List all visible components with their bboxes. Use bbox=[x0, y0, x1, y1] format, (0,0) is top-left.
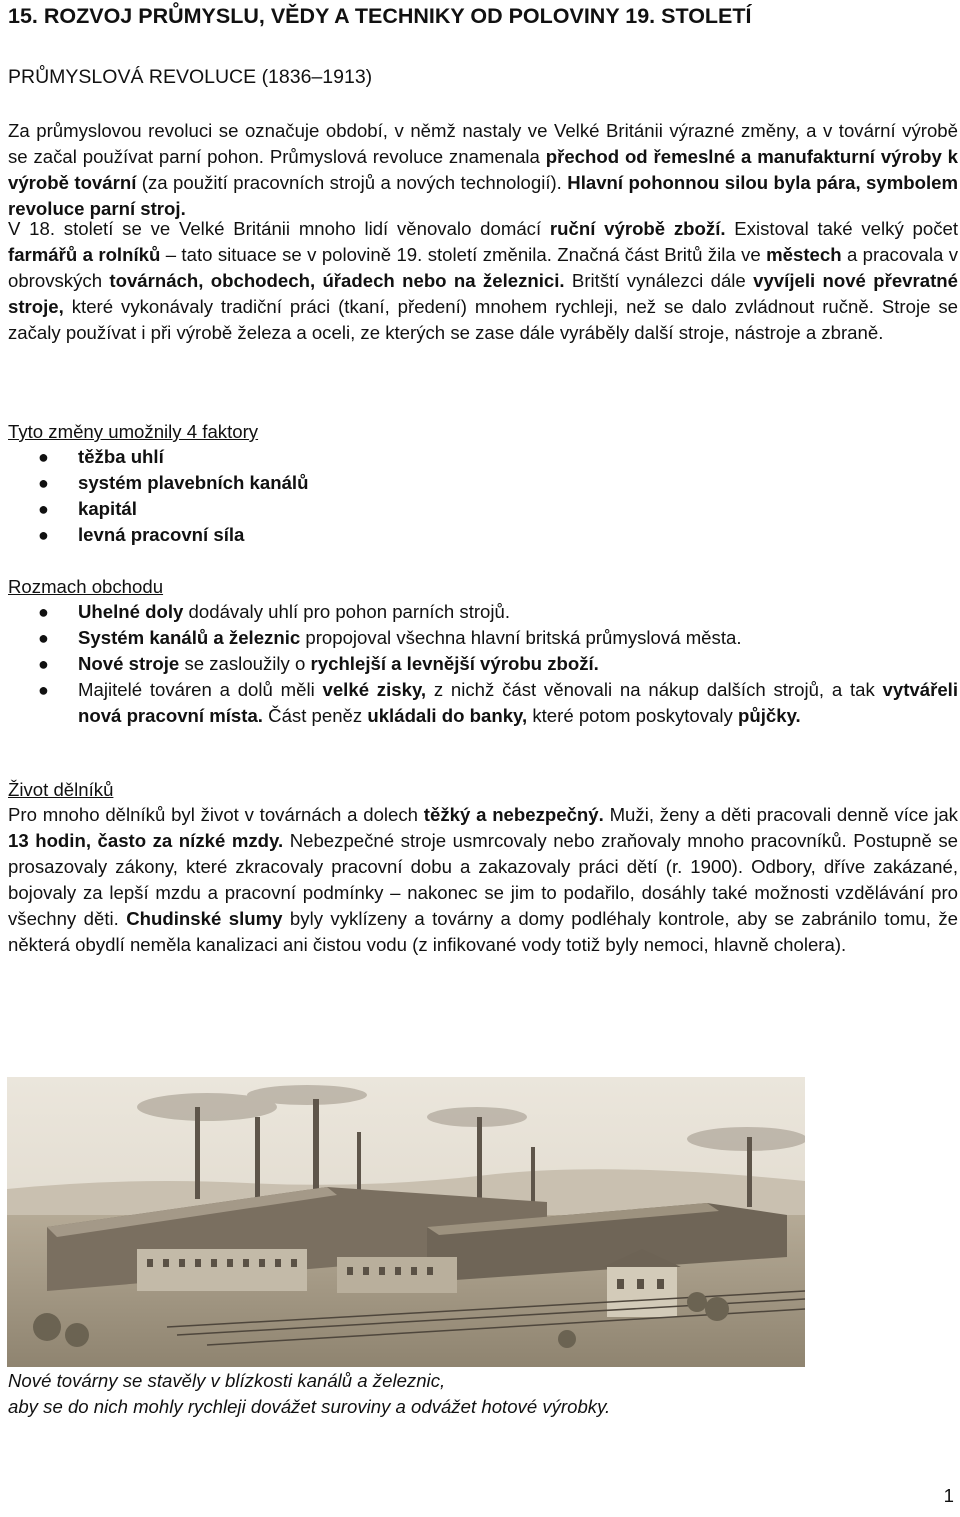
text-run: Existoval také velký počet bbox=[725, 218, 958, 239]
text-run: Britští vynálezci dále bbox=[564, 270, 754, 291]
text-run: Muži, ženy a děti pracovali denně více jak bbox=[603, 804, 958, 825]
text-run: Část peněz bbox=[262, 705, 368, 726]
list-item-text: těžba uhlí bbox=[78, 446, 164, 467]
list-item bbox=[0, 444, 960, 470]
bold-run: Systém kanálů a železnic bbox=[78, 627, 301, 648]
bullet-icon: ● bbox=[38, 447, 49, 467]
bold-run: ruční výrobě zboží. bbox=[549, 218, 726, 239]
bold-run: městech bbox=[766, 244, 842, 265]
bold-run: rychlejší a levnější výrobu zboží. bbox=[310, 653, 599, 674]
bold-run: Hlavní pohonnou silou byla pára, symbolem revoluce parní stroj. bbox=[8, 172, 958, 219]
trade-list bbox=[0, 599, 960, 729]
text-run: byly vyklízeny a továrny a domy podléhaly kontrole, aby se zabránilo tomu, že některá obydlí neměla kanalizaci ani čistou vodu (z infikované vody totiž byly nemoci, hlavně cholera). bbox=[8, 908, 959, 955]
text-run: propojoval všechna hlavní britská průmyslová města. bbox=[300, 627, 742, 648]
factors-heading: Tyto změny umožnily 4 faktory bbox=[8, 421, 259, 442]
bullet-icon: ● bbox=[38, 680, 49, 700]
bold-run: velké zisky, bbox=[322, 679, 427, 700]
list-item-text: systém plavebních kanálů bbox=[78, 472, 309, 493]
factors-list bbox=[0, 444, 960, 548]
list-item bbox=[0, 470, 960, 496]
bullet-icon: ● bbox=[38, 602, 49, 622]
page-number: 1 bbox=[943, 1485, 954, 1506]
eighteenth-century-paragraph bbox=[8, 216, 958, 346]
intro-paragraph bbox=[8, 118, 958, 222]
text-run: z nichž část věnovali na nákup dalších strojů, a tak bbox=[426, 679, 883, 700]
text-run: Majitelé továren a dolů měli bbox=[78, 679, 323, 700]
list-item-text: levná pracovní síla bbox=[78, 524, 245, 545]
bold-run: Chudinské slumy bbox=[126, 908, 283, 929]
text-run: se zasloužily o bbox=[179, 653, 311, 674]
workers-heading: Život dělníků bbox=[8, 779, 114, 800]
bold-run: ukládali do banky, bbox=[367, 705, 528, 726]
bullet-icon: ● bbox=[38, 499, 49, 519]
bold-run: vytvářeli nová pracovní místa. bbox=[78, 679, 959, 726]
bold-run: Uhelné doly bbox=[78, 601, 184, 622]
bold-run: těžký a nebezpečný. bbox=[423, 804, 604, 825]
text-run: V 18. století se ve Velké Británii mnoho lidí věnovalo domácí bbox=[8, 218, 550, 239]
bold-run: půjčky. bbox=[738, 705, 801, 726]
bullet-icon: ● bbox=[38, 473, 49, 493]
page-title: 15. ROZVOJ PRŮMYSLU, VĚDY A TECHNIKY OD POLOVINY 19. STOLETÍ bbox=[8, 4, 752, 28]
list-item bbox=[0, 599, 960, 625]
workers-paragraph bbox=[8, 802, 958, 958]
text-run: – tato situace se v polovině 19. století změnila. Značná část Britů žila ve bbox=[160, 244, 767, 265]
list-item-text: kapitál bbox=[78, 498, 137, 519]
text-run: a pracovala v obrovských bbox=[8, 244, 958, 291]
list-item bbox=[0, 625, 960, 651]
bullet-icon: ● bbox=[38, 525, 49, 545]
caption-line: Nové továrny se stavěly v blízkosti kanálů a železnic, bbox=[8, 1370, 446, 1391]
text-run: Za průmyslovou revoluci se označuje období, v němž nastaly ve Velké Británii výrazné změny, a v tovární výrobě se začal používat parní pohon. Průmyslová revoluce znamenala bbox=[8, 120, 958, 167]
list-item bbox=[0, 677, 960, 729]
text-run: které vykonávaly tradiční práci (tkaní, předení) mnohem rychleji, než se dalo zvládnout ručně. Stroje se začaly používat i při výrobě železa a oceli, ze kterých se zase dále vyráběly další stroje, nástroje a zbraně. bbox=[8, 296, 958, 343]
bold-run: přechod od řemeslné a manufakturní výroby k výrobě tovární bbox=[8, 146, 958, 193]
bold-run: farmářů a rolníků bbox=[8, 244, 161, 265]
list-item bbox=[0, 651, 960, 677]
factory-illustration bbox=[7, 1077, 805, 1367]
image-caption bbox=[8, 1368, 610, 1420]
list-item bbox=[0, 496, 960, 522]
bullet-icon: ● bbox=[38, 628, 49, 648]
text-run: které potom poskytovaly bbox=[527, 705, 738, 726]
caption-line: aby se do nich mohly rychleji dovážet suroviny a odvážet hotové výrobky. bbox=[8, 1396, 611, 1417]
bullet-icon: ● bbox=[38, 654, 49, 674]
list-item bbox=[0, 522, 960, 548]
text-run: Pro mnoho dělníků byl život v továrnách a dolech bbox=[8, 804, 424, 825]
text-run: dodávaly uhlí pro pohon parních strojů. bbox=[183, 601, 511, 622]
bold-run: továrnách, obchodech, úřadech nebo na železnici. bbox=[109, 270, 565, 291]
bold-run: Nové stroje bbox=[78, 653, 180, 674]
bold-run: vyvíjeli nové převratné stroje, bbox=[8, 270, 958, 317]
section-title: PRŮMYSLOVÁ REVOLUCE (1836–1913) bbox=[8, 66, 373, 88]
bold-run: 13 hodin, často za nízké mzdy. bbox=[8, 830, 284, 851]
text-run: Nebezpečné stroje usmrcovaly nebo zraňovaly mnoho pracovníků. Postupně se prosazovaly zákony, které zkracovaly pracovní dobu a zakazovaly práci dětí (r. 1900). Odbory, dříve zakázané, bojovaly za lepší mzdu a pracovní podmínky – nakonec se jim to podařilo, dosáhly také možnosti vzdělávání pro všechny děti. bbox=[8, 830, 958, 929]
text-run: (za použití pracovních strojů a nových technologií). bbox=[136, 172, 568, 193]
trade-heading: Rozmach obchodu bbox=[8, 576, 164, 597]
